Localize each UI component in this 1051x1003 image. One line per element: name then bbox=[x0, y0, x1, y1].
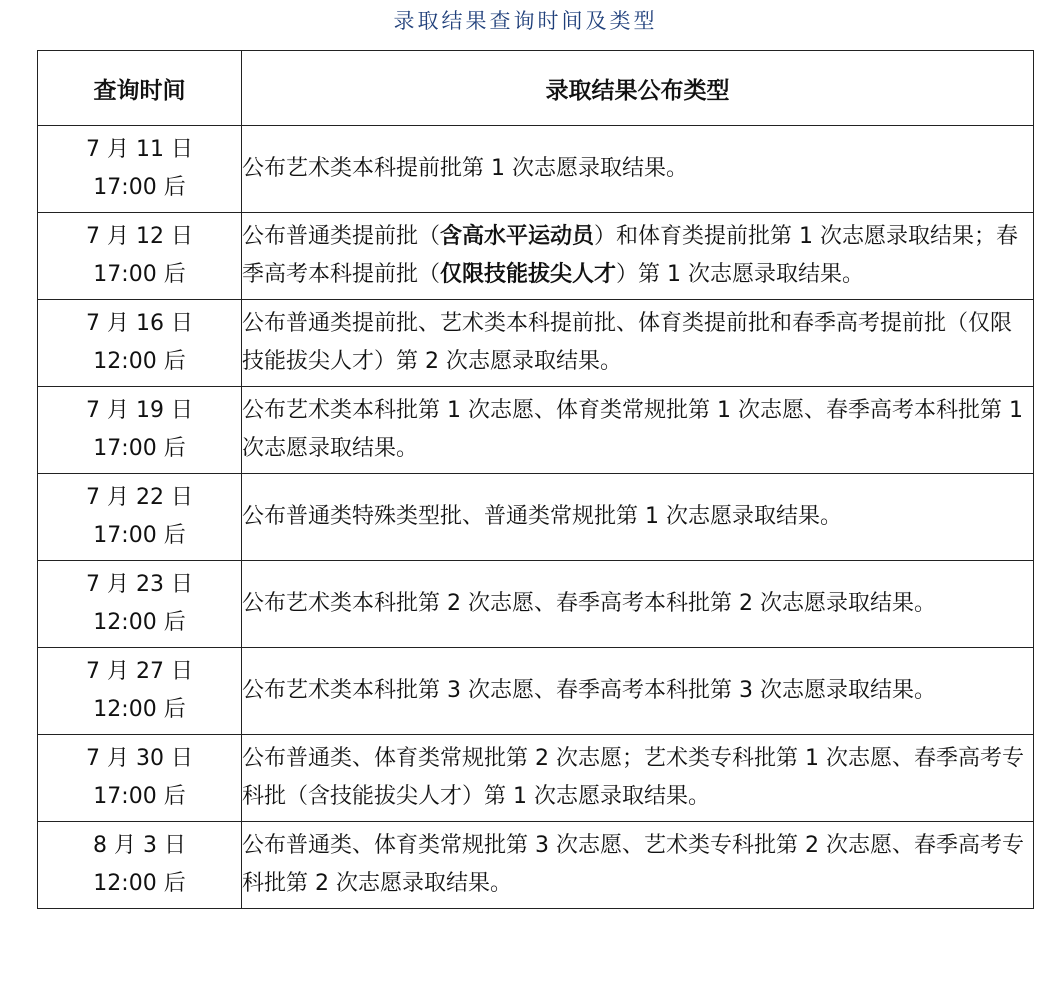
result-type-cell bbox=[242, 735, 1034, 822]
query-time-cell bbox=[38, 822, 242, 909]
page-title: 录取结果查询时间及类型 bbox=[393, 9, 658, 33]
query-hour: 17:00 后 bbox=[93, 175, 186, 200]
result-type-cell bbox=[242, 822, 1034, 909]
query-time-cell bbox=[38, 474, 242, 561]
query-hour: 17:00 后 bbox=[93, 262, 186, 287]
query-time-cell bbox=[38, 735, 242, 822]
result-type-emphasis: 含高水平运动员 bbox=[440, 224, 595, 249]
admission-schedule-table bbox=[37, 50, 1034, 909]
result-type-text: 公布艺术类本科批第 1 次志愿、体育类常规批第 1 次志愿、春季高考本科批第 1 次志愿录取结果。 bbox=[242, 398, 1023, 461]
query-date: 7 月 11 日 bbox=[86, 137, 193, 162]
result-type-cell bbox=[242, 126, 1034, 213]
query-date: 7 月 30 日 bbox=[86, 746, 193, 771]
query-time-cell bbox=[38, 300, 242, 387]
result-type-cell bbox=[242, 387, 1034, 474]
result-type-cell bbox=[242, 300, 1034, 387]
query-time-cell bbox=[38, 648, 242, 735]
query-date: 7 月 22 日 bbox=[86, 485, 193, 510]
table-row bbox=[38, 735, 1034, 822]
query-hour: 12:00 后 bbox=[93, 610, 186, 635]
query-hour: 17:00 后 bbox=[93, 523, 186, 548]
query-date: 7 月 23 日 bbox=[86, 572, 193, 597]
query-date: 8 月 3 日 bbox=[93, 833, 186, 858]
header-query-time: 查询时间 bbox=[38, 51, 242, 126]
result-type-text: ）第 1 次志愿录取结果。 bbox=[616, 262, 865, 287]
table-row bbox=[38, 648, 1034, 735]
query-date: 7 月 16 日 bbox=[86, 311, 193, 336]
result-type-text: 公布普通类、体育类常规批第 3 次志愿、艺术类专科批第 2 次志愿、春季高考专科批第 2 次志愿录取结果。 bbox=[242, 833, 1024, 896]
result-type-cell bbox=[242, 648, 1034, 735]
result-type-text: 公布普通类、体育类常规批第 2 次志愿；艺术类专科批第 1 次志愿、春季高考专科批（含技能拔尖人才）第 1 次志愿录取结果。 bbox=[242, 746, 1024, 809]
result-type-text: 公布艺术类本科批第 3 次志愿、春季高考本科批第 3 次志愿录取结果。 bbox=[242, 678, 936, 703]
query-time-cell bbox=[38, 213, 242, 300]
result-type-cell bbox=[242, 213, 1034, 300]
query-time-cell bbox=[38, 126, 242, 213]
query-date: 7 月 27 日 bbox=[86, 659, 193, 684]
query-hour: 12:00 后 bbox=[93, 349, 186, 374]
query-date: 7 月 12 日 bbox=[86, 224, 193, 249]
result-type-text: ）和体育类提前批第 1 次志愿录取结果；春季高考本科提前批（ bbox=[242, 224, 1019, 287]
query-hour: 17:00 后 bbox=[93, 784, 186, 809]
result-type-cell bbox=[242, 561, 1034, 648]
query-hour: 12:00 后 bbox=[93, 697, 186, 722]
table-header-row bbox=[38, 51, 1034, 126]
result-type-text: 公布艺术类本科批第 2 次志愿、春季高考本科批第 2 次志愿录取结果。 bbox=[242, 591, 936, 616]
query-date: 7 月 19 日 bbox=[86, 398, 193, 423]
query-time-cell bbox=[38, 561, 242, 648]
result-type-text: 公布艺术类本科提前批第 1 次志愿录取结果。 bbox=[242, 156, 688, 181]
query-hour: 12:00 后 bbox=[93, 871, 186, 896]
result-type-text: 公布普通类特殊类型批、普通类常规批第 1 次志愿录取结果。 bbox=[242, 504, 842, 529]
query-hour: 17:00 后 bbox=[93, 436, 186, 461]
result-type-cell bbox=[242, 474, 1034, 561]
table-row bbox=[38, 822, 1034, 909]
table-row bbox=[38, 561, 1034, 648]
header-result-type: 录取结果公布类型 bbox=[242, 51, 1034, 126]
result-type-text: 公布普通类提前批、艺术类本科提前批、体育类提前批和春季高考提前批（仅限技能拔尖人才）第 2 次志愿录取结果。 bbox=[242, 311, 1013, 374]
table-row bbox=[38, 474, 1034, 561]
table-row bbox=[38, 126, 1034, 213]
query-time-cell bbox=[38, 387, 242, 474]
result-type-emphasis: 仅限技能拔尖人才 bbox=[440, 262, 617, 287]
table-row bbox=[38, 300, 1034, 387]
table-row bbox=[38, 213, 1034, 300]
result-type-text: 公布普通类提前批（ bbox=[242, 224, 441, 249]
table-row bbox=[38, 387, 1034, 474]
